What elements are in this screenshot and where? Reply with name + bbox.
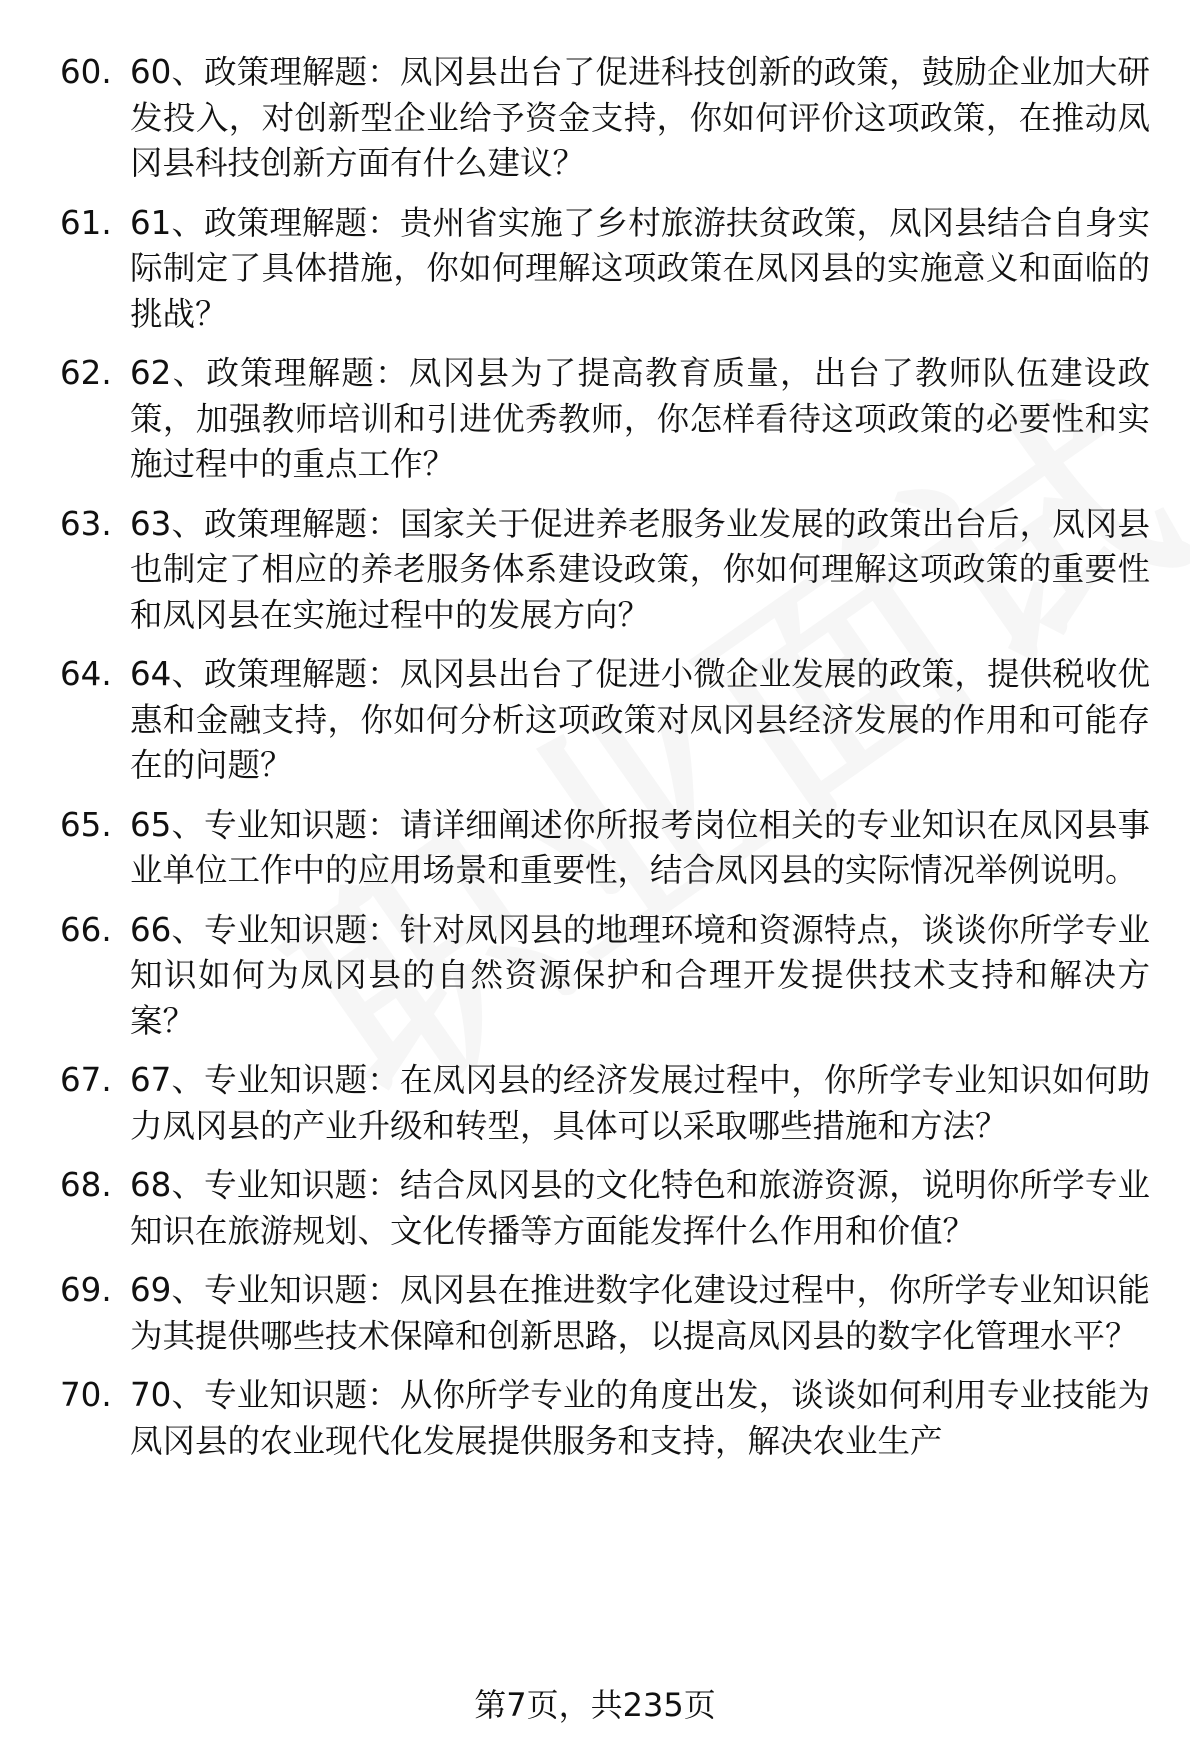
question-item-62 <box>60 351 1150 488</box>
question-number: 65. <box>60 805 112 844</box>
question-text: 63、政策理解题：国家关于促进养老服务业发展的政策出台后，凤冈县也制定了相应的养老服务体系建设政策，你如何理解这项政策的重要性和凤冈县在实施过程中的发展方向？ <box>130 504 1150 634</box>
question-text: 60、政策理解题：凤冈县出台了促进科技创新的政策，鼓励企业加大研发投入，对创新型企业给予资金支持，你如何评价这项政策，在推动凤冈县科技创新方面有什么建议？ <box>130 53 1150 182</box>
question-item-65 <box>60 803 1150 894</box>
question-number: 63. <box>60 504 112 543</box>
question-text: 70、专业知识题：从你所学专业的角度出发，谈谈如何利用专业技能为凤冈县的农业现代化发展提供服务和支持，解决农业生产 <box>130 1376 1150 1460</box>
question-number: 64. <box>60 655 112 693</box>
question-text: 64、政策理解题：凤冈县出台了促进小微企业发展的政策，提供税收优惠和金融支持，你如何分析这项政策对凤冈县经济发展的作用和可能存在的问题？ <box>130 655 1150 784</box>
page-footer: 第7页，共235页 <box>474 1686 716 1724</box>
question-item-64 <box>60 652 1150 789</box>
question-text: 69、专业知识题：凤冈县在推进数字化建设过程中，你所学专业知识能为其提供哪些技术保障和创新思路，以提高凤冈县的数字化管理水平？ <box>130 1271 1150 1355</box>
question-number: 66. <box>60 910 112 949</box>
question-list <box>60 50 1150 1478</box>
question-item-63 <box>60 502 1150 639</box>
question-item-68 <box>60 1163 1150 1254</box>
question-text: 68、专业知识题：结合凤冈县的文化特色和旅游资源，说明你所学专业知识在旅游规划、文化传播等方面能发挥什么作用和价值？ <box>130 1166 1150 1250</box>
question-item-69 <box>60 1268 1150 1359</box>
question-number: 62. <box>60 354 112 392</box>
question-number: 60. <box>60 53 112 91</box>
question-number: 61. <box>60 203 112 242</box>
question-number: 70. <box>60 1376 112 1414</box>
question-item-66 <box>60 908 1150 1045</box>
question-item-61 <box>60 201 1150 338</box>
question-item-67 <box>60 1058 1150 1149</box>
question-text: 65、专业知识题：请详细阐述你所报考岗位相关的专业知识在凤冈县事业单位工作中的应用场景和重要性，结合凤冈县的实际情况举例说明。 <box>130 805 1150 889</box>
question-item-70 <box>60 1373 1150 1464</box>
question-number: 67. <box>60 1061 112 1099</box>
question-text: 61、政策理解题：贵州省实施了乡村旅游扶贫政策，凤冈县结合自身实际制定了具体措施，你如何理解这项政策在凤冈县的实施意义和面临的挑战？ <box>130 203 1150 333</box>
question-text: 66、专业知识题：针对凤冈县的地理环境和资源特点，谈谈你所学专业知识如何为凤冈县的自然资源保护和合理开发提供技术支持和解决方案？ <box>130 910 1150 1040</box>
question-text: 62、政策理解题：凤冈县为了提高教育质量，出台了教师队伍建设政策，加强教师培训和引进优秀教师，你怎样看待这项政策的必要性和实施过程中的重点工作？ <box>130 354 1150 483</box>
question-text: 67、专业知识题：在凤冈县的经济发展过程中，你所学专业知识如何助力凤冈县的产业升级和转型，具体可以采取哪些措施和方法？ <box>130 1061 1150 1145</box>
question-number: 68. <box>60 1166 112 1204</box>
question-number: 69. <box>60 1271 112 1309</box>
question-item-60 <box>60 50 1150 187</box>
